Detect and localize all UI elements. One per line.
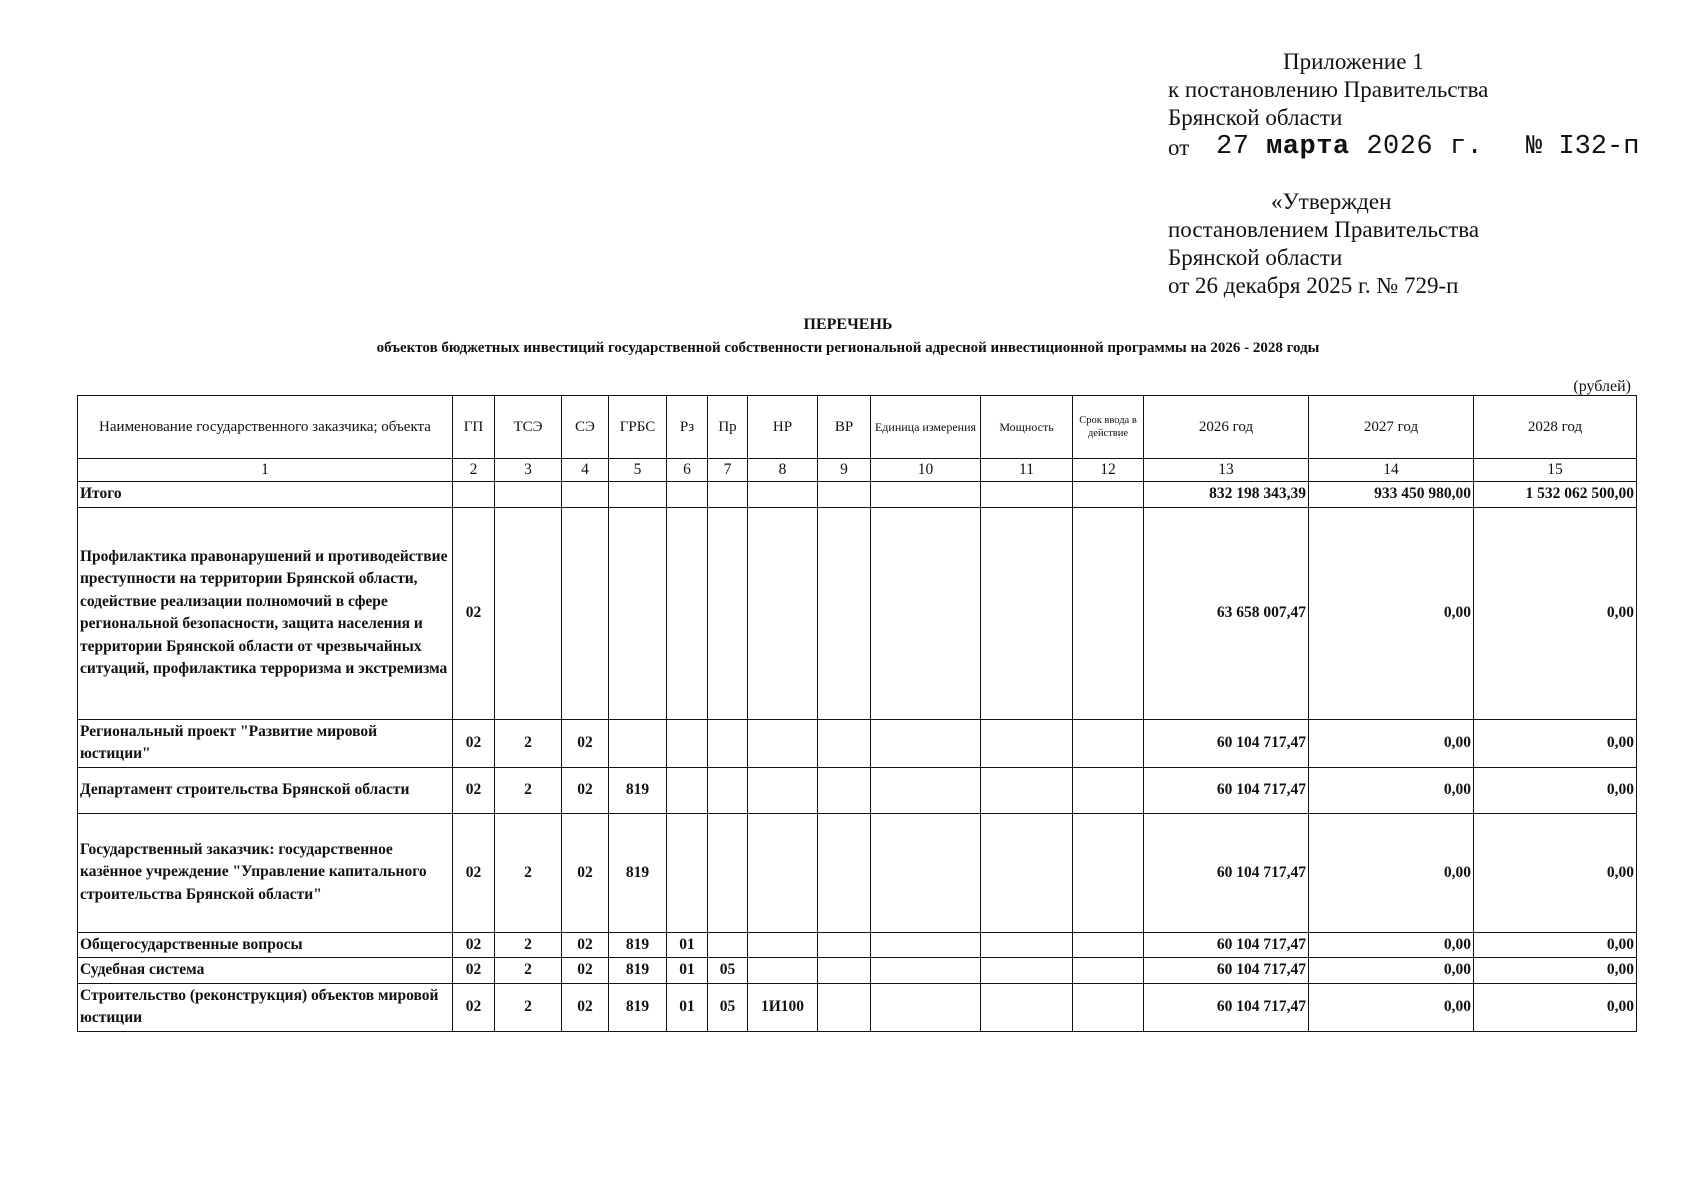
row-se: 02 [562, 719, 609, 767]
row-gp: 02 [453, 983, 495, 1031]
column-number: 12 [1073, 459, 1144, 482]
row-2027: 0,00 [1309, 767, 1474, 813]
header-pr: Пр [708, 396, 748, 459]
column-number-row [78, 459, 1637, 482]
column-number: 11 [981, 459, 1073, 482]
header-capacity: Мощность [981, 396, 1073, 459]
date-day: 27 [1216, 132, 1250, 162]
total-2027: 933 450 980,00 [1309, 482, 1474, 508]
row-2028: 0,00 [1474, 932, 1637, 958]
column-number: 13 [1144, 459, 1309, 482]
row-2026: 60 104 717,47 [1144, 983, 1309, 1031]
column-number: 15 [1474, 459, 1637, 482]
row-name: Профилактика правонарушений и противодействие преступности на территории Брянской области, содействие реализации полномочий в сфере региональной безопасности, защита населения и территории Брянской области от чрезвычайных ситуаций, профилактика терроризма и экстремизма [78, 507, 453, 719]
column-number: 6 [667, 459, 708, 482]
row-name: Общегосударственные вопросы [78, 932, 453, 958]
appendix-title: Приложение 1 [1283, 49, 1424, 74]
row-2028: 0,00 [1474, 983, 1637, 1031]
row-rz: 01 [667, 983, 708, 1031]
header-tse: ТСЭ [495, 396, 562, 459]
row-grbs: 819 [609, 932, 667, 958]
row-gp: 02 [453, 719, 495, 767]
appendix-block [1168, 48, 1688, 174]
column-number: 10 [871, 459, 981, 482]
row-2026: 60 104 717,47 [1144, 958, 1309, 984]
date-month: марта [1266, 132, 1350, 162]
appendix-date-row [1168, 134, 1688, 174]
row-2027: 0,00 [1309, 507, 1474, 719]
header-unit: Единица измерения [871, 396, 981, 459]
header-term: Срок ввода в действие [1073, 396, 1144, 459]
column-number: 7 [708, 459, 748, 482]
row-pr [708, 767, 748, 813]
column-number: 14 [1309, 459, 1474, 482]
row-2027: 0,00 [1309, 813, 1474, 932]
header-nr: НР [748, 396, 818, 459]
row-rz [667, 719, 708, 767]
row-tse: 2 [495, 813, 562, 932]
table-row [78, 958, 1637, 984]
row-grbs [609, 507, 667, 719]
approved-line-3: Брянской области [1168, 245, 1343, 270]
header-2027: 2027 год [1309, 396, 1474, 459]
total-row [78, 482, 1637, 508]
row-nr [748, 719, 818, 767]
table-row [78, 719, 1637, 767]
unit-label: (рублей) [1573, 378, 1631, 395]
row-grbs: 819 [609, 958, 667, 984]
row-tse [495, 507, 562, 719]
row-2028: 0,00 [1474, 767, 1637, 813]
column-number: 9 [818, 459, 871, 482]
approved-line-2: постановлением Правительства [1168, 217, 1480, 242]
row-name: Региональный проект "Развитие мировой юстиции" [78, 719, 453, 767]
column-number: 5 [609, 459, 667, 482]
row-tse: 2 [495, 983, 562, 1031]
row-pr [708, 507, 748, 719]
header-2028: 2028 год [1474, 396, 1637, 459]
appendix-line-3: Брянской области [1168, 105, 1343, 130]
row-nr [748, 932, 818, 958]
row-grbs: 819 [609, 767, 667, 813]
row-grbs [609, 719, 667, 767]
row-gp: 02 [453, 767, 495, 813]
header-2026: 2026 год [1144, 396, 1309, 459]
header-se: СЭ [562, 396, 609, 459]
row-2028: 0,00 [1474, 958, 1637, 984]
row-2028: 0,00 [1474, 719, 1637, 767]
date-prefix: от [1168, 135, 1190, 160]
row-2027: 0,00 [1309, 983, 1474, 1031]
decree-date [1216, 133, 1483, 161]
column-number: 4 [562, 459, 609, 482]
header-rz: Рз [667, 396, 708, 459]
total-label: Итого [78, 482, 453, 508]
row-2026: 60 104 717,47 [1144, 767, 1309, 813]
row-2026: 63 658 007,47 [1144, 507, 1309, 719]
row-se: 02 [562, 813, 609, 932]
header-vr: ВР [818, 396, 871, 459]
row-2026: 60 104 717,47 [1144, 719, 1309, 767]
decree-number: № I32-п [1526, 132, 1640, 162]
row-rz [667, 813, 708, 932]
row-tse: 2 [495, 767, 562, 813]
row-tse: 2 [495, 958, 562, 984]
row-name: Судебная система [78, 958, 453, 984]
row-grbs: 819 [609, 813, 667, 932]
row-pr [708, 932, 748, 958]
row-pr: 05 [708, 983, 748, 1031]
row-nr [748, 507, 818, 719]
table-row [78, 813, 1637, 932]
approved-line-4: от 26 декабря 2025 г. № 729-п [1168, 273, 1459, 298]
document-subtitle: объектов бюджетных инвестиций государственной собственности региональной адресной инвестиционной программы на 2026 - 2028 годы [376, 340, 1320, 356]
row-2026: 60 104 717,47 [1144, 813, 1309, 932]
row-se: 02 [562, 983, 609, 1031]
row-rz [667, 767, 708, 813]
row-rz [667, 507, 708, 719]
row-se: 02 [562, 767, 609, 813]
row-tse: 2 [495, 932, 562, 958]
row-2027: 0,00 [1309, 932, 1474, 958]
table-row [78, 507, 1637, 719]
row-gp: 02 [453, 932, 495, 958]
column-number: 8 [748, 459, 818, 482]
approved-block [1168, 188, 1588, 300]
row-grbs: 819 [609, 983, 667, 1031]
row-pr: 05 [708, 958, 748, 984]
row-se: 02 [562, 958, 609, 984]
row-pr [708, 719, 748, 767]
date-year: 2026 г. [1366, 132, 1484, 162]
row-2026: 60 104 717,47 [1144, 932, 1309, 958]
row-se [562, 507, 609, 719]
table-row [78, 767, 1637, 813]
row-name: Строительство (реконструкция) объектов мировой юстиции [78, 983, 453, 1031]
row-pr [708, 813, 748, 932]
row-se: 02 [562, 932, 609, 958]
row-name: Департамент строительства Брянской области [78, 767, 453, 813]
document-title: ПЕРЕЧЕНЬ [803, 316, 893, 333]
row-2028: 0,00 [1474, 813, 1637, 932]
row-nr [748, 958, 818, 984]
row-2027: 0,00 [1309, 719, 1474, 767]
column-number: 3 [495, 459, 562, 482]
total-2026: 832 198 343,39 [1144, 482, 1309, 508]
header-grbs: ГРБС [609, 396, 667, 459]
row-gp: 02 [453, 813, 495, 932]
row-rz: 01 [667, 958, 708, 984]
row-rz: 01 [667, 932, 708, 958]
total-2028: 1 532 062 500,00 [1474, 482, 1637, 508]
row-nr [748, 767, 818, 813]
investment-table [77, 395, 1637, 1032]
column-number: 1 [78, 459, 453, 482]
row-nr [748, 813, 818, 932]
table-row [78, 983, 1637, 1031]
approved-line-1: «Утвержден [1271, 189, 1392, 214]
row-nr: 1И100 [748, 983, 818, 1031]
header-name: Наименование государственного заказчика; объекта [78, 396, 453, 459]
column-number: 2 [453, 459, 495, 482]
row-gp: 02 [453, 507, 495, 719]
table-row [78, 932, 1637, 958]
header-row [78, 396, 1637, 459]
row-2028: 0,00 [1474, 507, 1637, 719]
row-2027: 0,00 [1309, 958, 1474, 984]
row-gp: 02 [453, 958, 495, 984]
header-gp: ГП [453, 396, 495, 459]
row-name: Государственный заказчик: государственное казённое учреждение "Управление капитального строительства Брянской области" [78, 813, 453, 932]
appendix-line-2: к постановлению Правительства [1168, 77, 1489, 102]
row-tse: 2 [495, 719, 562, 767]
